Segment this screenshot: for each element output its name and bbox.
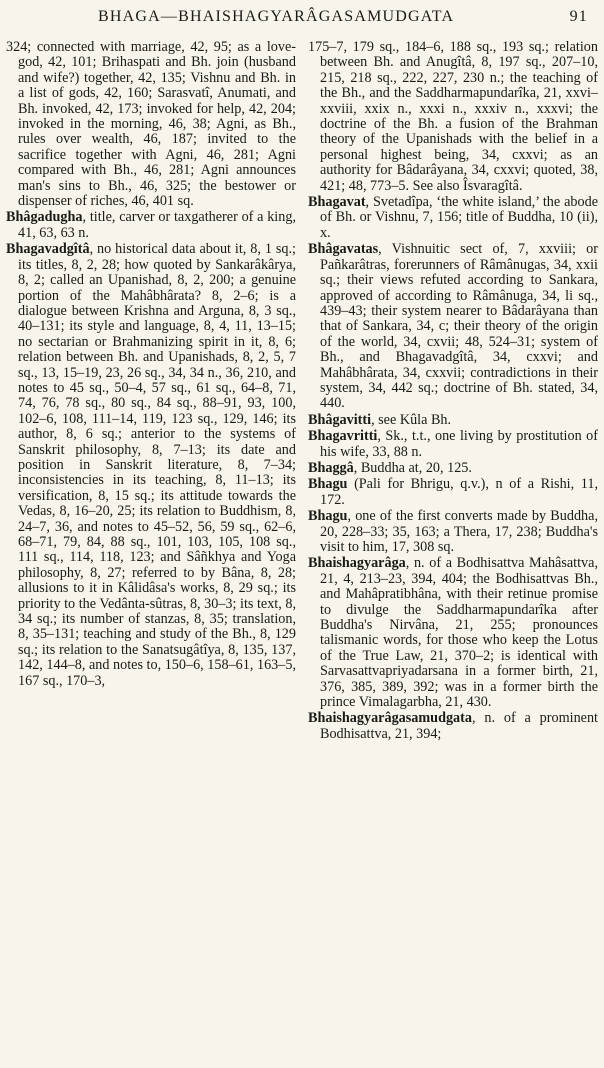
entry-headword: Bhâgadugha — [6, 209, 83, 226]
page-number: 91 — [569, 8, 588, 25]
entry-headword: Bhagavat — [308, 194, 366, 211]
index-entry — [308, 711, 598, 742]
entry-text: , Buddha at, 20, 125. — [353, 459, 472, 476]
entry-text: , Vishnuitic sect of, 7, xxviii; or Pañkarâtras, forerunners of Râmânugas, 34, xxii sq.; their views refuted according to Sankara, approved of according to Râmânuga, 34, li sq., 439–43; their system nearer to Bâdarâyana than that of Sankara, 34, c; their theory of the origin of the world, 34, cxvii; 48, 524–31; system of Bh., and Bhagavadgîtâ, 34, cxxvi; and Mahâbhârata, 34, cxxvii; contradictions in their system, 34, 442 sq.; doctrine of Bh. stated, 34, 440. — [320, 241, 598, 412]
entry-text: , one of the first converts made by Buddha, 20, 228–33; 35, 163; a Thera, 17, 238; Buddha's visit to him, 17, 308 sq. — [320, 508, 598, 555]
entry-text: (Pali for Bhrigu, q.v.), n of a Rishi, 11, 172. — [320, 476, 598, 508]
left-column — [6, 40, 296, 1064]
entry-text: 175–7, 179 sq., 184–6, 188 sq., 193 sq.; relation between Bh. and Anugîtâ, 8, 197 sq., 207–10, 215, 218 sq., 222, 227, 230 n.; the teaching of the Bh., and the Saddharmapundarîka, 21, xxvi–xxviii, xxix n., xxxi n., xxxiv n., xxxvi; the doctrine of the Bh. a fusion of the Brahman theory of the Upanishads with the belief in a personal highest being, 34, cxxvi; as an authority for Bâdarâyana, 34, cxxvi; quoted, 38, 421; 48, 773–5. See also Îsvaragîtâ. — [308, 40, 598, 194]
entry-text: , Sk., t.t., one living by prostitution of his wife, 33, 88 n. — [320, 428, 598, 460]
index-entry — [308, 461, 598, 476]
running-head: BHAGA—BHAISHAGYARÂGASAMUDGATA — [98, 8, 455, 25]
entry-headword: Bhâgavitti — [308, 411, 372, 428]
index-entry — [308, 509, 598, 555]
index-columns — [6, 40, 598, 1064]
index-entry — [6, 210, 296, 241]
index-entry — [308, 413, 598, 428]
entry-text: , title, carver or taxgatherer of a king, 41, 63, 63 n. — [18, 209, 296, 241]
entry-headword: Bhagu — [308, 476, 348, 493]
index-entry — [308, 242, 598, 411]
entry-headword: Bhagu — [308, 508, 348, 525]
index-entry — [308, 429, 598, 460]
entry-headword: Bhâgavatas — [308, 241, 379, 258]
entry-headword: Bhaishagyarâgasamudgata — [308, 710, 472, 727]
page-header — [0, 8, 604, 32]
index-entry — [6, 40, 296, 209]
index-entry — [308, 40, 598, 194]
entry-text: , Svetadîpa, ‘the white island,’ the abode of Bh. or Vishnu, 7, 156; title of Buddha, 10 (ii), x. — [320, 194, 598, 241]
entry-text: 324; connected with marriage, 42, 95; as a love-god, 42, 101; Brihaspati and Bh. join (husband and wife?) together, 42, 135; Vishnu and Bh. in a list of gods, 42, 160; Sarasvatî, Anumati, and Bh. invoked, 42, 173; invoked for help, 42, 204; invoked in the morning, 46, 38; Agni, as Bh., rules over wealth, 46, 187; invited to the sacrifice together with Agni, 46, 281; Agni compared with Bh., 46, 281; Agni announces man's sins to Bh., 46, 325; the bestower or dispenser of riches, 46, 401 sq. — [6, 40, 296, 210]
entry-headword: Bhaishagyarâga — [308, 555, 406, 572]
entry-headword: Bhagavadgîtâ — [6, 241, 90, 258]
entry-text: , n. of a Bodhisattva Mahâsattva, 21, 4, 213–23, 394, 404; the Bodhisattvas Bh., and Mahâpratibhâna, with their retinue promise to divulge the Saddharmapundarîka after Buddha's Nirvâna, 21, 255; pronounces talismanic words, for those who keep the Lotus of the True Law, 21, 370–2; is identical with Sarvasattvapriyadarsana in a former birth, 21, 376, 385, 389, 392; was in a former birth the prince Vimalagarbha, 21, 430. — [320, 555, 598, 711]
index-entry — [6, 242, 296, 689]
entry-text: , see Kûla Bh. — [371, 411, 452, 428]
entry-text: , no historical data about it, 8, 1 sq.; its titles, 8, 2, 28; how quoted by Sankarâkârya, 8, 2; called an Upanishad, 8, 2, 200; a genuine portion of the Mahâbhârata? 8, 2–6; is a dialogue between Krishna and Arguna, 8, 3 sq., 40–131; its style and language, 8, 4, 11, 13–15; no sectarian or Brahmanizing spirit in it, 8, 6; relation between Bh. and Upanishads, 8, 2, 5, 7 sq., 13, 15–19, 23, 26 sq., 34, 34 n., 36, 210, and notes to 45 sq., 50–4, 57 sq., 61 sq., 64–8, 71, 74, 76, 78 sq., 80 sq., 84 sq., 88–91, 93, 100, 102–6, 108, 111–14, 119, 123 sq., 129, 146; its author, 8, 6 sq.; anterior to the systems of Sanskrit philosophy, 8, 7–13; its date and position in Sanskrit literature, 8, 7–34; inconsistencies in its teaching, 8, 11–13; its versification, 8, 15 sq.; its attitude towards the Vedas, 8, 16–20, 25; its relation to Buddhism, 8, 24–7, 36, and notes to 45–52, 56, 59 sq., 62–6, 68–71, 79, 84, 88 sq., 101, 103, 105, 108 sq., 111 sq., 114, 118, 123; and Sâñkhya and Yoga philosophy, 8, 27; referred to by Bâna, 8, 28; allusions to it in Kâlidâsa's works, 8, 29 sq.; its priority to the Vedânta-sûtras, 8, 30–3; its text, 8, 34 sq.; its number of stanzas, 8, 35; translation, 8, 35–131; teaching and study of the Bh., 8, 129 sq.; its relation to the Sanatsugâtîya, 8, 135, 137, 142, 144–8, and notes to, 150–6, 158–61, 163–5, 167 sq., 170–3, — [18, 241, 296, 689]
index-entry — [308, 477, 598, 508]
entry-headword: Bhaggâ — [308, 459, 354, 476]
right-column — [308, 40, 598, 1064]
entry-text: , n. of a prominent Bodhisattva, 21, 394; — [320, 710, 598, 742]
index-entry — [308, 195, 598, 241]
entry-headword: Bhagavritti — [308, 428, 378, 445]
index-entry — [308, 556, 598, 710]
